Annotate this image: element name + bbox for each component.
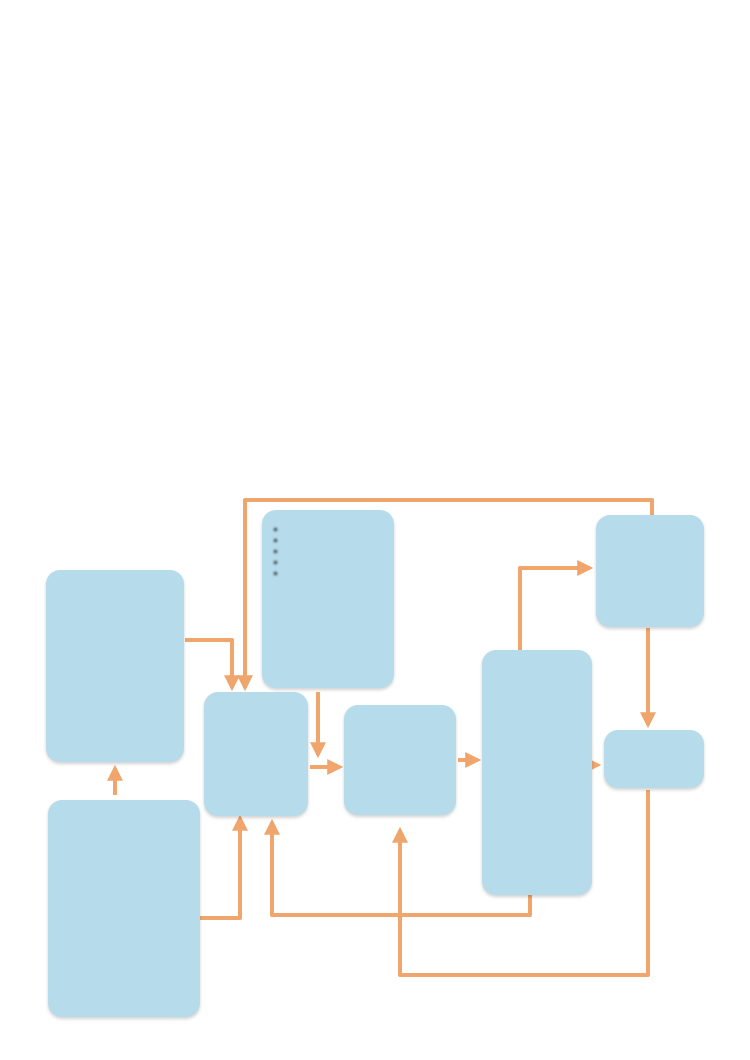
arrow-2-to-3 — [200, 818, 240, 918]
intervening-factor — [286, 568, 384, 579]
intervening-factor — [286, 546, 384, 557]
box-needs-valences — [482, 650, 592, 895]
box-intervening-list — [272, 524, 384, 579]
box-vie-theory — [46, 570, 184, 762]
box-goal-setting-theory — [48, 800, 200, 1017]
intervening-factor — [286, 524, 384, 535]
box-job-satisfaction — [604, 730, 704, 788]
arrow-1-to-3 — [185, 640, 232, 688]
arrow-6-to-7 — [520, 568, 590, 650]
box-intervening-factors — [262, 510, 394, 688]
box-performance — [344, 705, 456, 815]
intervening-factor — [286, 557, 384, 568]
box-motivation — [204, 692, 308, 816]
box-justice-perception — [596, 515, 704, 627]
intervening-factor — [286, 535, 384, 546]
